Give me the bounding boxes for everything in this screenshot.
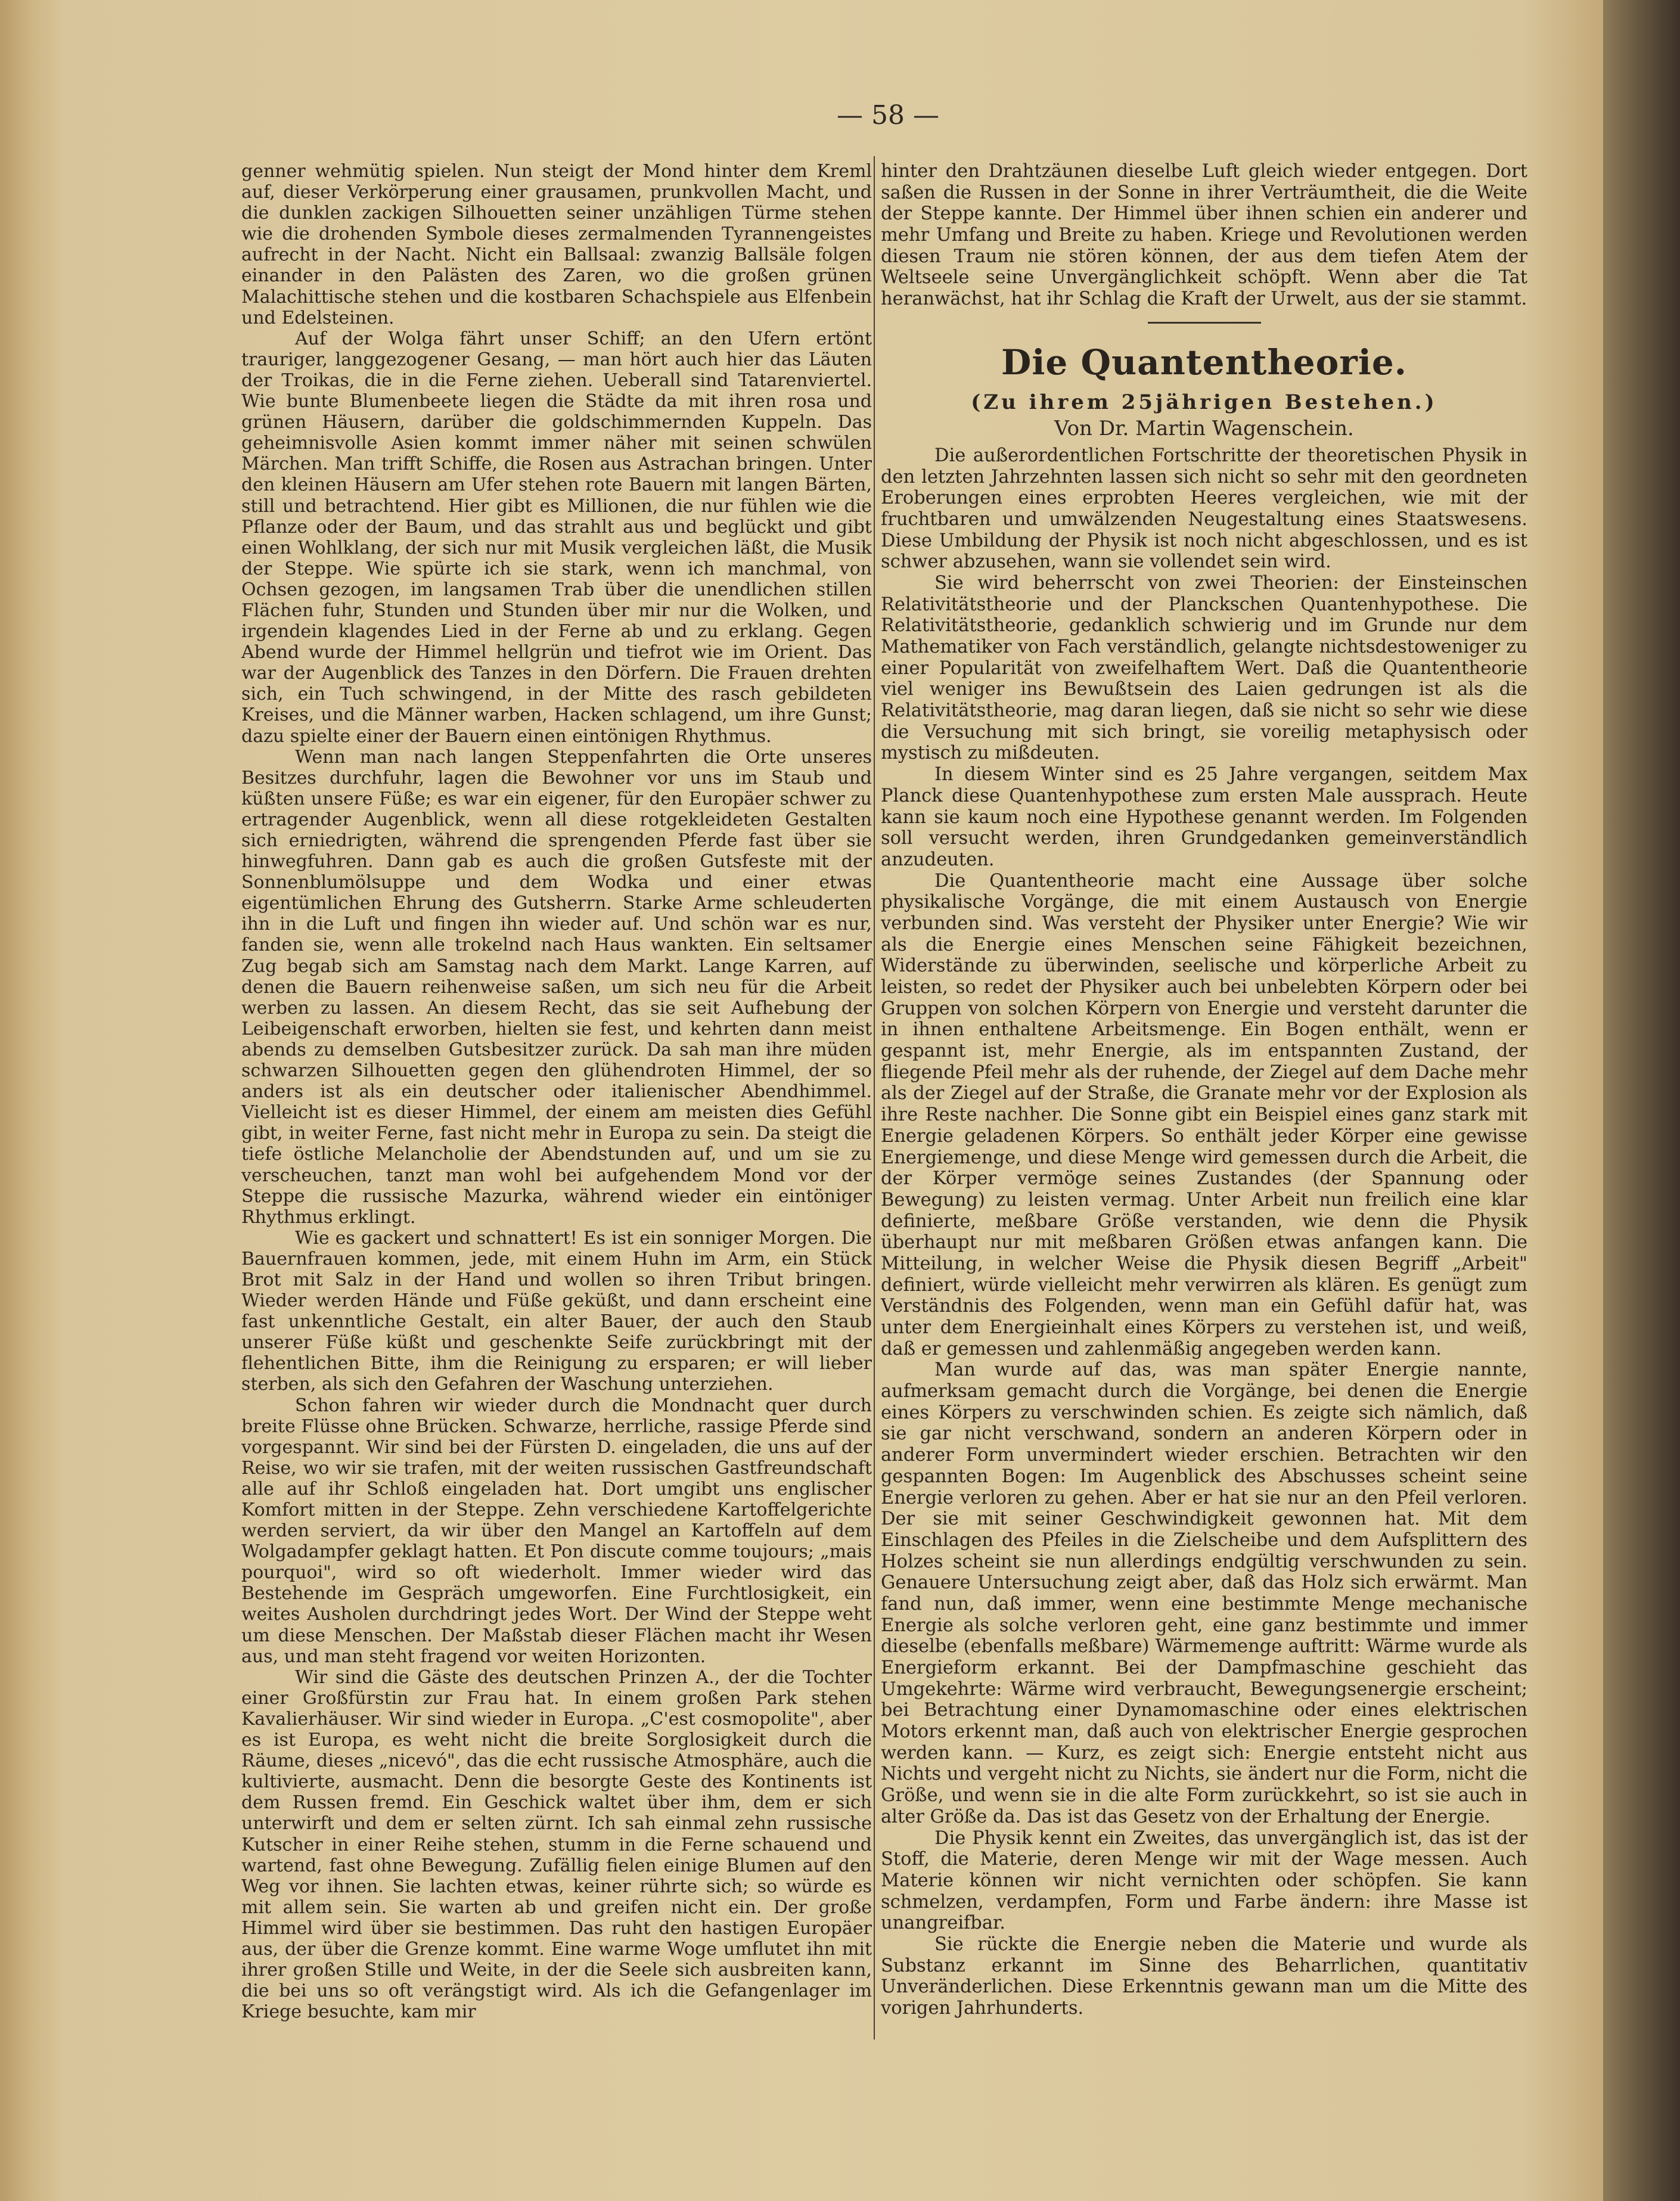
article-author: Von Dr. Martin Wagenschein. <box>1054 416 1354 440</box>
left-paragraph: Wir sind die Gäste des deutschen Prinzen A., der die Tochter einer Großfürstin zur Frau hat. In einem großen Park stehen Kavalierhäuser. Wir sind wieder in Europa. „C'est cosmopolite", aber es ist Europa, es weht nicht die breite Sorglosigkeit durch die Räume, dieses „nicevó", das die echt russische Atmosphäre, auch die kultivierte, ausmacht. Denn die besorgte Geste des Kontinents ist dem Russen fremd. Ein Geschick waltet über ihm, dem er sich unterwirft und dem er selten zürnt. Ich sah einmal zehn russische Kutscher in einer Reihe stehen, stumm in die Ferne schauend und wartend, fast ohne Bewegung. Zufällig fielen einige Blumen auf den Weg vor ihnen. Sie lachten etwas, keiner rührte sich; so würde es mit allem sein. Sie warten ab und greifen nicht ein. Der große Himmel wird über sie bestimmen. Das ruht den hastigen Europäer aus, der über die Grenze kommt. Eine warme Woge umflutet ihn mit ihrer großen Stille und Weite, in der die Seele sich ausbreiten kann, die bei uns so oft verängstigt wird. Als ich die Gefangenlager im Kriege besuchte, kam mir <box>241 1666 872 2023</box>
left-paragraph: Wie es gackert und schnattert! Es ist ein sonniger Morgen. Die Bauernfrauen kommen, jede, mit einem Huhn im Arm, ein Stück Brot mit Salz in der Hand und wollen so ihren Tribut bringen. Wieder werden Hände und Füße geküßt, und dann erscheint eine fast unkenntliche Gestalt, ein alter Bauer, der auch den Staub unserer Füße küßt und geschenkte Seife zurückbringt mit der flehentlichen Bitte, ihm die Reinigung zu ersparen; er will lieber sterben, als sich den Gefahren der Waschung unterziehen. <box>241 1227 872 1395</box>
left-paragraph: Schon fahren wir wieder durch die Mondnacht quer durch breite Flüsse ohne Brücken. Schwarze, herrliche, rassige Pferde sind vorgespannt. Wir sind bei der Fürsten D. eingeladen, die uns auf der Reise, wo wir sie trafen, mit der weiten russischen Gastfreundschaft alle auf ihr Schloß eingeladen hat. Dort umgibt uns englischer Komfort mitten in der Steppe. Zehn verschiedene Kartoffelgerichte werden serviert, da wir über den Mangel an Kartoffeln auf dem Wolgadampfer geklagt hatten. Et Pon discute comme toujours; „mais pourquoi", wird so oft wiederholt. Immer wieder wird das Bestehende im Gespräch umgeworfen. Eine Furchtlosigkeit, ein weites Ausholen durchdringt jedes Wort. Der Wind der Steppe weht um diese Menschen. Der Maßstab dieser Flächen macht ihr Wesen aus, und man steht fragend vor weiten Horizonten. <box>241 1395 872 1667</box>
continued-paragraph: hinter den Drahtzäunen dieselbe Luft gleich wieder entgegen. Dort saßen die Russen in der Sonne in ihrer Verträumtheit, die die Weite der Steppe kannte. Der Himmel über ihnen schien ein anderer und mehr Umfang und Breite zu haben. Kriege und Revolutionen werden diesen Traum nie stören können, der aus dem tiefen Atem der Weltseele seine Unvergänglichkeit schöpft. Wenn aber die Tat heranwächst, hat ihr Schlag die Kraft der Urwelt, aus der sie stammt. <box>881 161 1527 310</box>
left-column <box>241 161 872 2022</box>
article-paragraph: Sie wird beherrscht von zwei Theorien: der Einsteinschen Relativitätstheorie und der Planckschen Quantenhypothese. Die Relativitätstheorie, gedanklich schwierig und im Grunde nur dem Mathematiker von Fach verständlich, gelangte nichtsdestoweniger zu einer Popularität von zweifelhaftem Wert. Daß die Quantentheorie viel weniger ins Bewußtsein des Laien gedrungen ist als die Relativitätstheorie, mag daran liegen, daß sie nicht so sehr wie diese die Versuchung mit sich bringt, sie voreilig metaphysisch oder mystisch zu mißdeuten. <box>881 572 1527 764</box>
article-title: Die Quantentheorie. <box>1001 342 1407 383</box>
column-divider <box>874 156 875 2039</box>
article-paragraph: Die Physik kennt ein Zweites, das unvergänglich ist, das ist der Stoff, die Materie, deren Menge wir mit der Wage messen. Auch Materie können wir nicht vernichten oder schöpfen. Sie kann schmelzen, verdampfen, Form und Farbe ändern: ihre Masse ist unangreifbar. <box>881 1827 1527 1934</box>
book-gutter <box>1603 0 1680 2201</box>
left-paragraph: Wenn man nach langen Steppenfahrten die Orte unseres Besitzes durchfuhr, lagen die Bewohner vor uns im Staub und küßten unsere Füße; es war ein eigener, für den Europäer schwer zu ertragender Augenblick, wenn all diese rotgekleideten Gestalten sich erniedrigten, während die sprengenden Pferde fast über sie hinwegfuhren. Dann gab es auch die großen Gutsfeste mit der Sonnenblumölsuppe und dem Wodka und einer etwas eigentümlichen Ehrung des Gutsherrn. Starke Arme schleuderten ihn in die Luft und fingen ihn wieder auf. Und schön war es nur, fanden sie, wenn alle trokelnd nach Haus wankten. Ein seltsamer Zug begab sich am Samstag nach dem Markt. Lange Karren, auf denen die Bauern reihenweise saßen, um sich neu für die Arbeit werben zu lassen. An diesem Recht, das sie seit Aufhebung der Leibeigenschaft erworben, hielten sie fest, und kehrten dann meist abends zu demselben Gutsbesitzer zurück. Da sah man ihre müden schwarzen Silhouetten gegen den glühendroten Himmel, der so anders ist als ein deutscher oder italienischer Abendhimmel. Vielleicht ist es dieser Himmel, der einem am meisten dies Gefühl gibt, in weiter Ferne, fast nicht mehr in Europa zu sein. Da steigt die tiefe östliche Melancholie der Abendstunden auf, und um sie zu verscheuchen, tanzt man wohl bei aufgehendem Mond vor der Steppe die russische Mazurka, während wieder ein eintöniger Rhythmus erklingt. <box>241 746 872 1228</box>
article-paragraph: Sie rückte die Energie neben die Materie und wurde als Substanz erkannt im Sinne des Beharrlichen, quantitativ Unveränderlichen. Diese Erkenntnis gewann man um die Mitte des vorigen Jahrhunderts. <box>881 1933 1527 2019</box>
left-paragraph: genner wehmütig spielen. Nun steigt der Mond hinter dem Kreml auf, dieser Verkörperung einer grausamen, prunkvollen Macht, und die dunklen zackigen Silhouetten seiner unzähligen Türme stehen wie die drohenden Symbole dieses zermalmenden Tyrannengeistes aufrecht in der Nacht. Nicht ein Ballsaal: zwanzig Ballsäle folgen einander in den Palästen des Zaren, wo die großen grünen Malachittische stehen und die kostbaren Schachspiele aus Elfenbein und Edelsteinen. <box>241 161 872 328</box>
article-paragraph: Man wurde auf das, was man später Energie nannte, aufmerksam gemacht durch die Vorgänge, bei denen die Energie eines Körpers zu verschwinden schien. Es zeigte sich nämlich, daß sie gar nicht verschwand, sondern an anderen Körpern oder in anderer Form unvermindert wieder erschien. Betrachten wir den gespannten Bogen: Im Augenblick des Abschusses scheint seine Energie verloren zu gehen. Aber er hat sie nur an den Pfeil verloren. Der sie mit seiner Geschwindigkeit gewonnen hat. Mit dem Einschlagen des Pfeiles in die Zielscheibe und dem Aufsplittern des Holzes scheint sie nun allerdings endgültig verschwunden zu sein. Genauere Untersuchung zeigt aber, daß das Holz sich erwärmt. Man fand nun, daß immer, wenn eine bestimmte Menge mechanische Energie als solche verloren geht, eine ganz bestimmte und immer dieselbe (ebenfalls meßbare) Wärmemenge auftritt: Wärme wurde als Energieform erkannt. Bei der Dampfmaschine geschieht das Umgekehrte: Wärme wird verbraucht, Bewegungsenergie erscheint; bei Betrachtung einer Dynamomaschine oder eines elektrischen Motors erkennt man, daß auch von elektrischer Energie gesprochen werden kann. — Kurz, es zeigt sich: Energie entsteht nicht aus Nichts und vergeht nicht zu Nichts, sie ändert nur die Form, nicht die Größe, und wenn sie in die alte Form zurückkehrt, so ist sie auch in alter Größe da. Das ist das Gesetz von der Erhaltung der Energie. <box>881 1359 1527 1827</box>
article-paragraph: Die außerordentlichen Fortschritte der theoretischen Physik in den letzten Jahrzehnten lassen sich nicht so sehr mit den geordneten Eroberungen eines erprobten Heeres vergleichen, wie mit der fruchtbaren und umwälzenden Neugestaltung eines Staatswesens. Diese Umbildung der Physik ist noch nicht abgeschlossen, und es ist schwer abzusehen, wann sie vollendet sein wird. <box>881 445 1527 573</box>
left-paragraph: Auf der Wolga fährt unser Schiff; an den Ufern ertönt trauriger, langgezogener Gesang, — man hört auch hier das Läuten der Troikas, die in die Ferne ziehen. Ueberall sind Tatarenviertel. Wie bunte Blumenbeete liegen die Städte da mit ihren rosa und grünen Häusern, darüber die goldschimmernden Kuppeln. Das geheimnisvolle Asien kommt immer näher mit seinen schwülen Märchen. Man trifft Schiffe, die Rosen aus Astrachan bringen. Unter den kleinen Häusern am Ufer stehen rote Bauern mit langen Bärten, still und betrachtend. Hier gibt es Millionen, die nur fühlen wie die Pflanze oder der Baum, und das strahlt aus und beglückt und gibt einen Wohlklang, der sich nur mit Musik vergleichen läßt, die Musik der Steppe. Wie spürte ich sie stark, wenn ich manchmal, von Ochsen gezogen, im langsamen Trab über die unendlichen stillen Flächen fuhr, Stunden und Stunden über mir nur die Wolken, und irgendein klagendes Lied in der Ferne ab und zu erklang. Gegen Abend wurde der Himmel hellgrün und tiefrot wie im Orient. Das war der Augenblick des Tanzes in den Dörfern. Die Frauen drehten sich, ein Tuch schwingend, in der Mitte des rasch gebildeten Kreises, und die Männer warben, Hacken schlagend, um ihre Gunst; dazu spielte einer der Bauern einen eintönigen Rhythmus. <box>241 328 872 747</box>
article-paragraph: In diesem Winter sind es 25 Jahre vergangen, seitdem Max Planck diese Quantenhypothese zum ersten Male aussprach. Heute kann sie kaum noch eine Hypothese genannt werden. Im Folgenden soll versucht werden, ihren Grundgedanken gemeinverständlich anzudeuten. <box>881 764 1527 870</box>
article-paragraph: Die Quantentheorie macht eine Aussage über solche physikalische Vorgänge, die mit einem Austausch von Energie verbunden sind. Was versteht der Physiker unter Energie? Wie wir als die Energie eines Menschen seine Fähigkeit bezeichnen, Widerstände zu überwinden, seelische und körperliche Arbeit zu leisten, so redet der Physiker auch bei unbelebten Körpern oder bei Gruppen von solchen Körpern von Energie und versteht darunter die in ihnen enthaltene Arbeitsmenge. Ein Bogen enthält, wenn er gespannt ist, mehr Energie, als im entspannten Zustand, der fliegende Pfeil mehr als der ruhende, der Ziegel auf dem Dache mehr als der Ziegel auf der Straße, die Granate mehr vor der Explosion als ihre Reste nachher. Die Sonne gibt ein Beispiel eines ganz stark mit Energie geladenen Körpers. So enthält jeder Körper eine gewisse Energiemenge, und diese Menge wird gemessen durch die Arbeit, die der Körper vermöge seines Zustandes (der Spannung oder Bewegung) zu leisten vermag. Unter Arbeit nun freilich eine klar definierte, meßbare Größe verstanden, wie denn die Physik überhaupt nur mit meßbaren Größen etwas anfangen kann. Die Mitteilung, in welcher Weise die Physik diesen Begriff „Arbeit" definiert, würde vielleicht mehr verwirren als klären. Es genügt zum Verständnis des Folgenden, wenn man ein Gefühl dafür hat, was unter dem Energieinhalt eines Körpers zu verstehen ist, und weiß, daß er gemessen und zahlenmäßig angegeben werden kann. <box>881 870 1527 1359</box>
page-number: — 58 — <box>837 100 939 131</box>
article-subtitle: (Zu ihrem 25jährigen Bestehen.) <box>971 390 1437 414</box>
section-separator <box>1148 322 1261 324</box>
right-column <box>881 161 1527 2019</box>
